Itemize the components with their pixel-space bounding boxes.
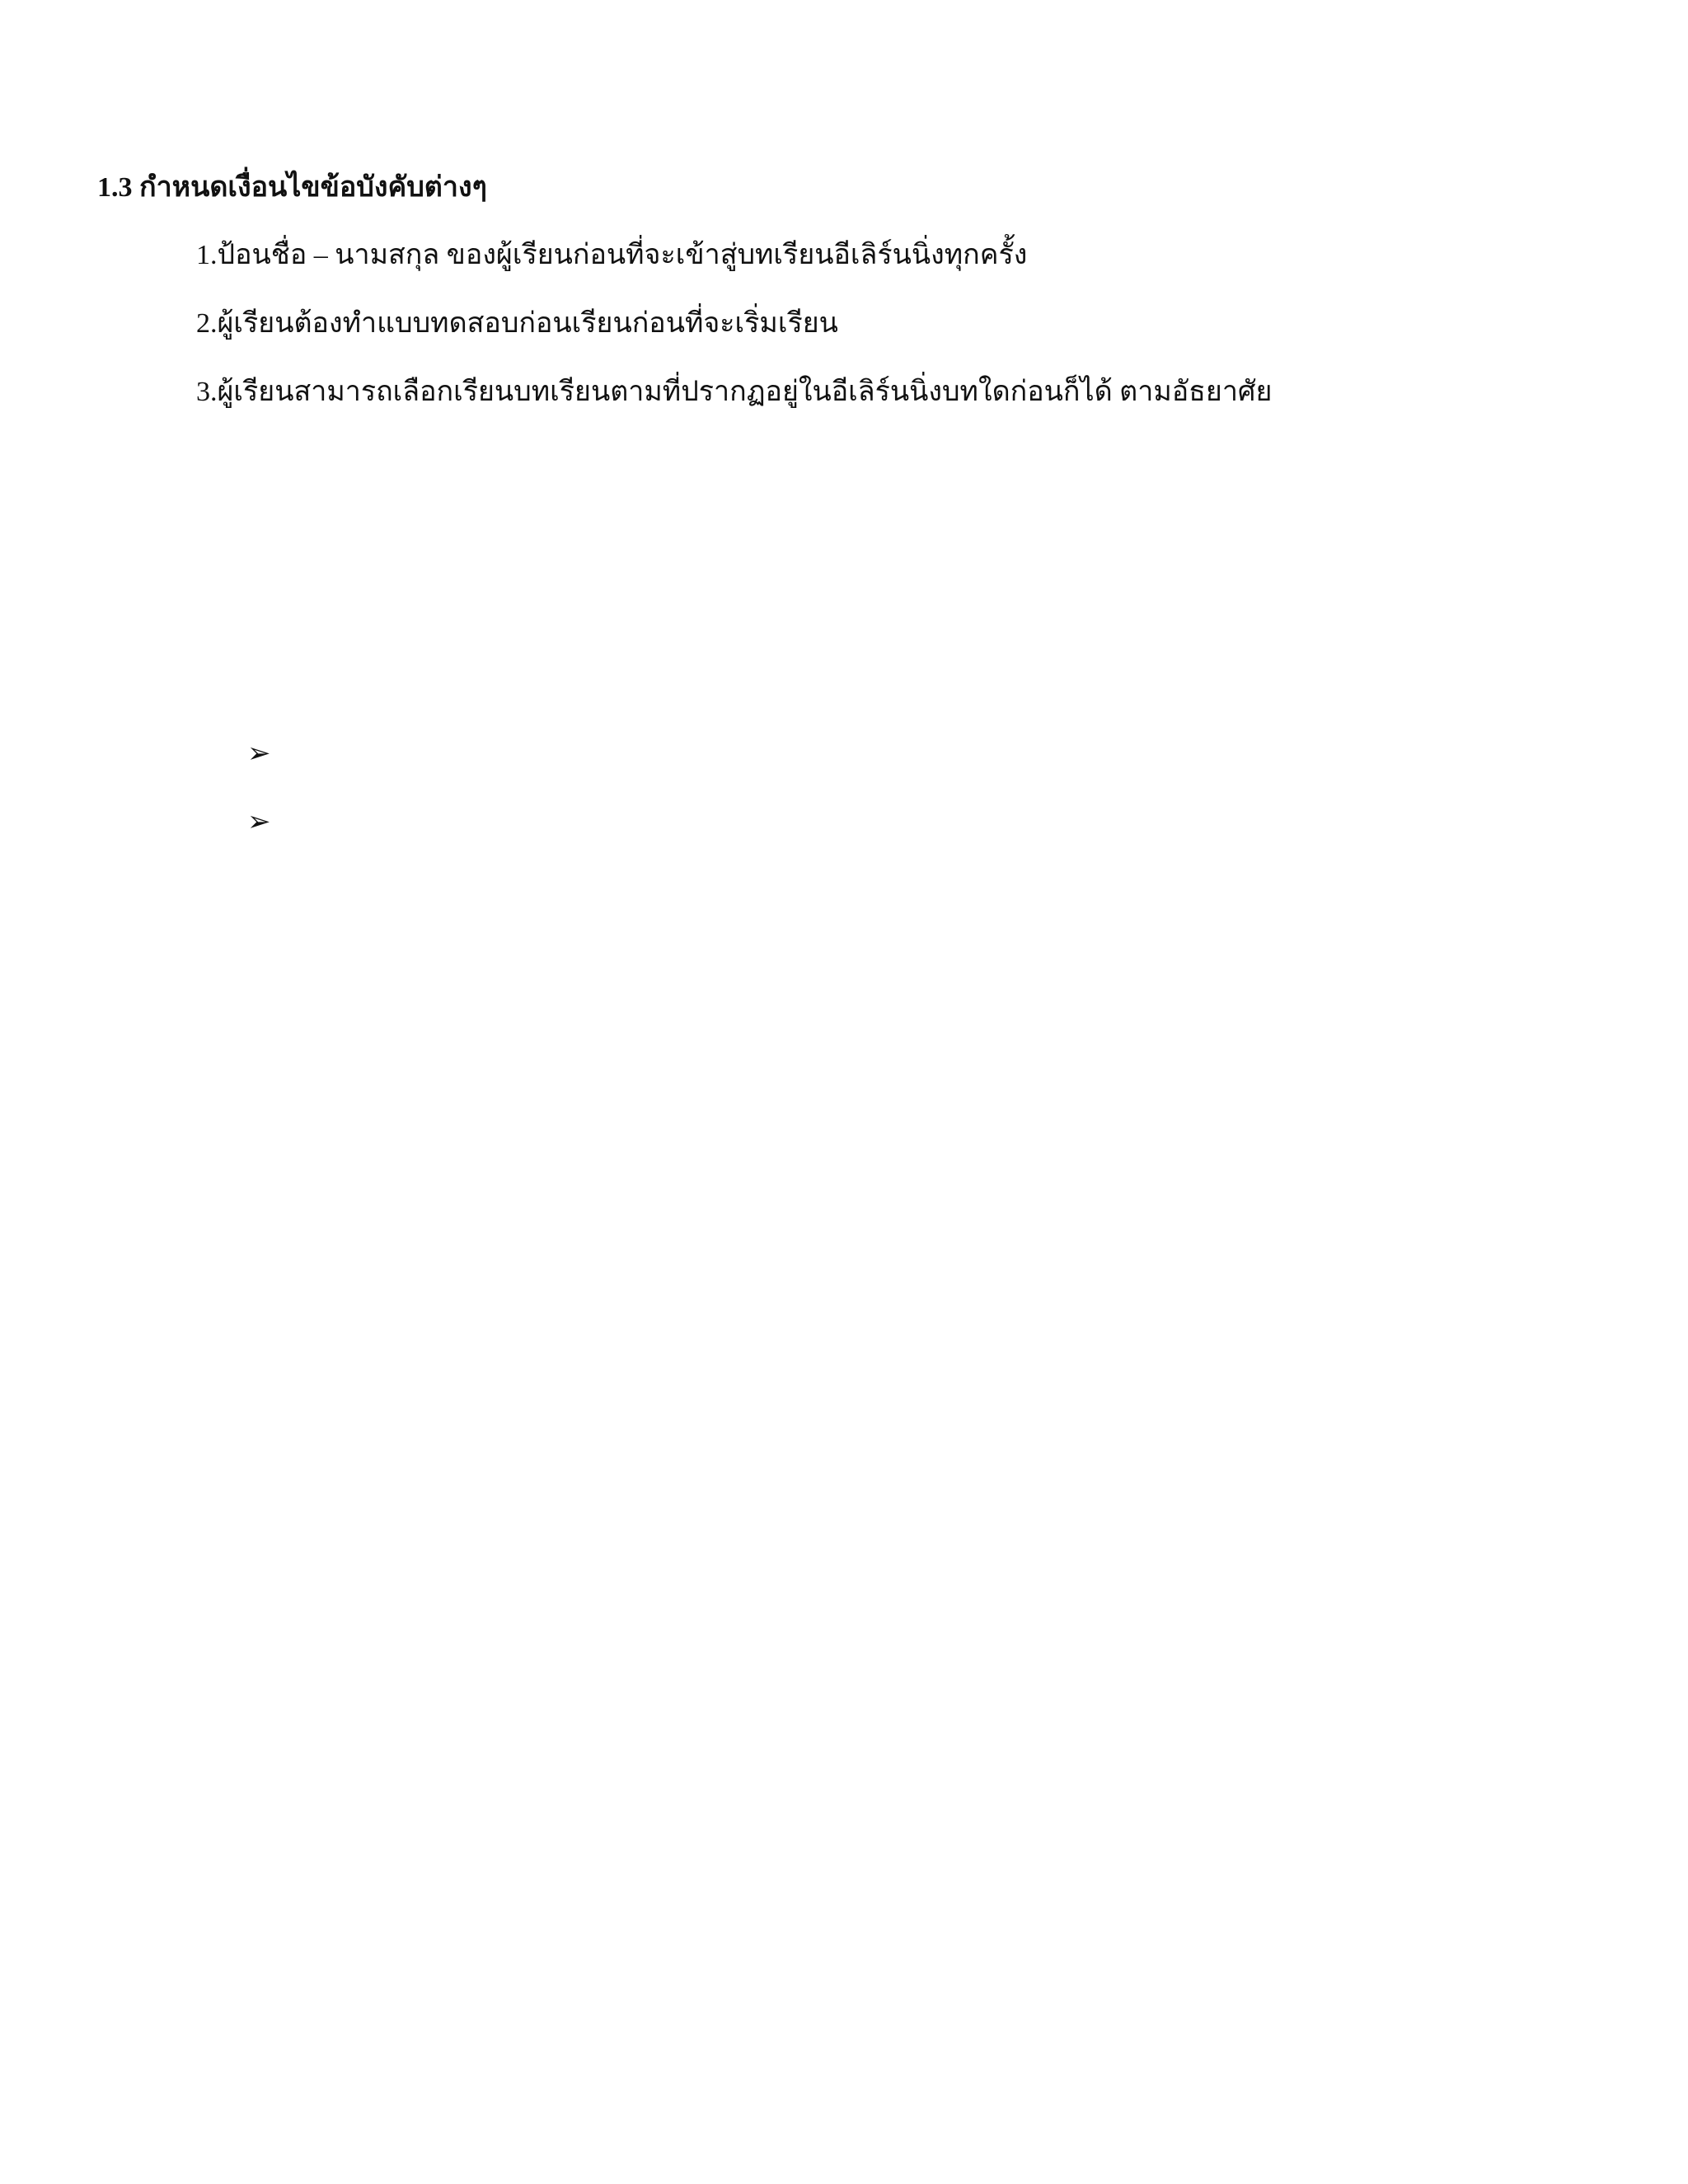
arrow-bullet-icon: ➢ <box>247 807 271 837</box>
section-1-3-paragraph-1: 1.ป้อนชื่อ – นามสกุล ของผู้เรียนก่อนที่จะเข้าสู่บทเรียนอีเลิร์นนิ่งทุกครั้ง <box>196 240 1028 270</box>
section-1-3-paragraph-3: 3.ผู้เรียนสามารถเลือกเรียนบทเรียนตามที่ปรากฏอยู่ในอีเลิร์นนิ่งบทใดก่อนก็ได้ ตามอัธยาศัย <box>196 377 1273 407</box>
arrow-bullet-icon: ➢ <box>247 738 271 769</box>
section-1-3-heading: 1.3 กำหนดเงื่อนไขข้อบังคับต่างๆ <box>97 172 487 203</box>
section-1-3-paragraph-2: 2.ผู้เรียนต้องทำแบบทดสอบก่อนเรียนก่อนที่จะเริ่มเรียน <box>196 308 838 339</box>
cost-item-row <box>247 733 824 775</box>
cost-item-row <box>247 802 824 843</box>
